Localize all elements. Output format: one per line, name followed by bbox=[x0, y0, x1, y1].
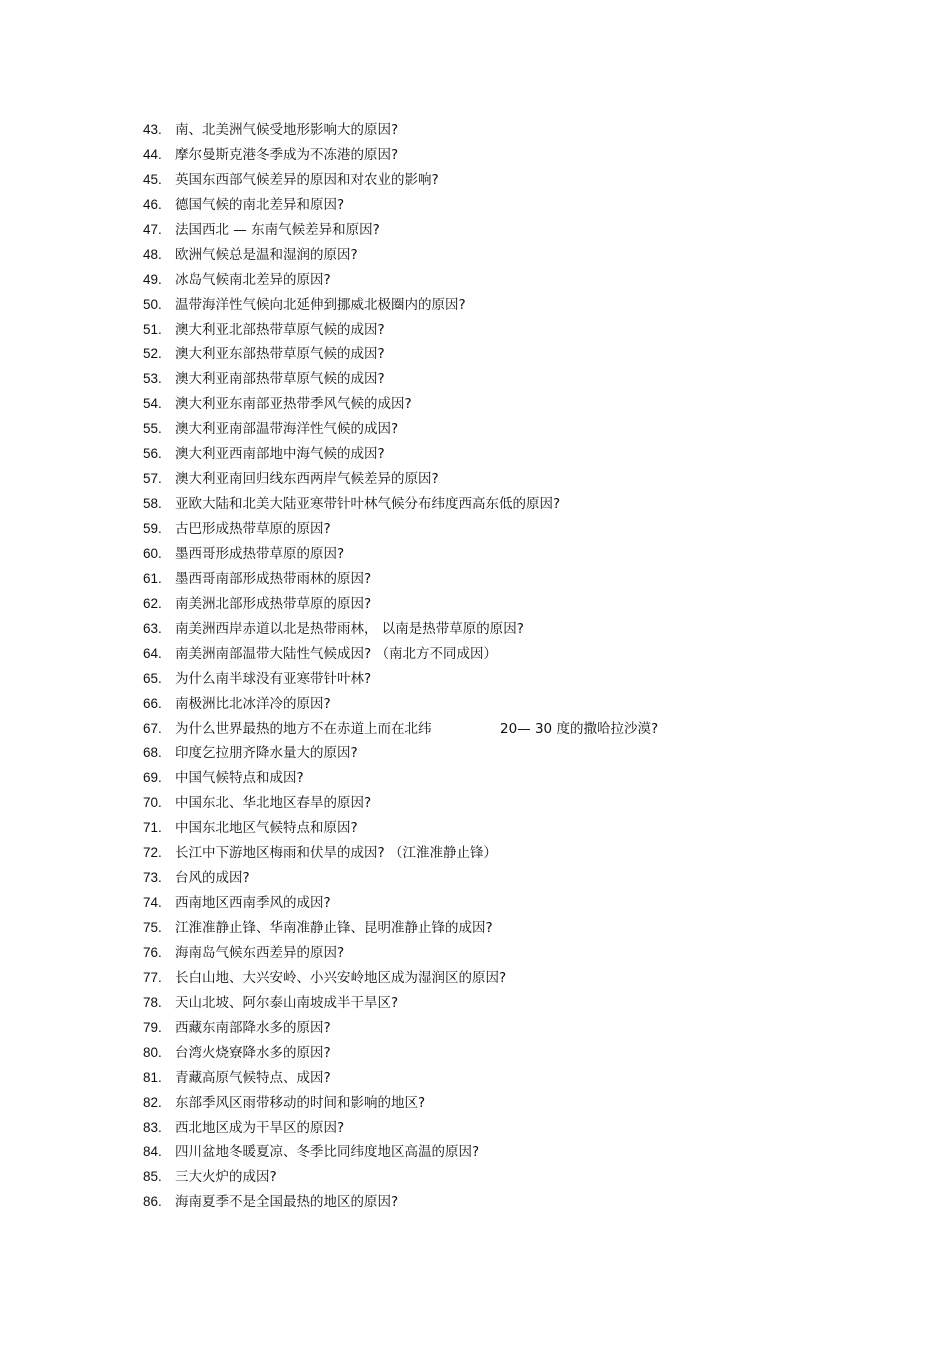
question-number: 70. bbox=[143, 795, 162, 811]
question-text: 西北地区成为干旱区的原因? bbox=[175, 1119, 345, 1136]
question-text: 英国东西部气候差异的原因和对农业的影响? bbox=[175, 171, 439, 188]
question-text: 西南地区西南季风的成因? bbox=[175, 895, 331, 912]
question-number: 47. bbox=[143, 221, 162, 237]
question-text: 冰岛气候南北差异的原因? bbox=[175, 271, 331, 288]
question-number: 85. bbox=[143, 1169, 162, 1185]
question-number: 81. bbox=[143, 1069, 162, 1085]
question-number: 63. bbox=[143, 620, 162, 636]
question-text: 台风的成因? bbox=[175, 870, 250, 887]
question-text: 台湾火烧寮降水多的原因? bbox=[175, 1044, 331, 1061]
question-number: 53. bbox=[143, 371, 162, 387]
question-text: 中国东北、华北地区春旱的原因? bbox=[175, 795, 372, 812]
question-number: 78. bbox=[143, 994, 162, 1010]
question-number: 56. bbox=[143, 446, 162, 462]
question-number: 43. bbox=[143, 122, 162, 137]
question-number: 57. bbox=[143, 471, 162, 487]
question-number: 51. bbox=[143, 321, 162, 337]
question-number: 82. bbox=[143, 1094, 162, 1110]
question-number: 69. bbox=[143, 770, 162, 786]
question-text: 澳大利亚西南部地中海气候的成因? bbox=[175, 446, 385, 463]
question-number: 86. bbox=[143, 1194, 162, 1210]
question-text: 海南岛气候东西差异的原因? bbox=[175, 944, 345, 961]
question-number: 84. bbox=[143, 1144, 162, 1160]
question-number: 58. bbox=[143, 496, 162, 512]
question-number: 60. bbox=[143, 545, 162, 561]
question-number: 55. bbox=[143, 421, 162, 437]
question-text: 江淮准静止锋、华南准静止锋、昆明准静止锋的成因? bbox=[175, 920, 493, 936]
question-text: 海南夏季不是全国最热的地区的原因? bbox=[175, 1194, 399, 1211]
question-text: 中国气候特点和成因? bbox=[175, 770, 304, 787]
question-number: 64. bbox=[143, 645, 162, 661]
question-text: 南极洲比北冰洋冷的原因? bbox=[175, 695, 331, 712]
question-number: 68. bbox=[143, 745, 162, 761]
question-text: 四川盆地冬暖夏凉、冬季比同纬度地区高温的原因? bbox=[175, 1144, 480, 1161]
question-text: 墨西哥南部形成热带雨林的原因? bbox=[175, 570, 372, 587]
question-text: 南美洲南部温带大陆性气候成因? （南北方不同成因） bbox=[175, 645, 497, 662]
question-text: 南美洲西岸赤道以北是热带雨林， 以南是热带草原的原因? bbox=[175, 620, 524, 637]
question-number: 66. bbox=[143, 695, 162, 711]
question-text: 长白山地、大兴安岭、小兴安岭地区成为湿润区的原因? bbox=[175, 969, 507, 986]
question-text: 为什么世界最热的地方不在赤道上而在北纬 bbox=[175, 720, 432, 737]
question-text: 澳大利亚东南部亚热带季风气候的成因? bbox=[175, 396, 412, 413]
question-number: 65. bbox=[143, 670, 162, 686]
question-text: 南美洲北部形成热带草原的原因? bbox=[175, 595, 372, 612]
question-text: 欧洲气候总是温和湿润的原因? bbox=[175, 246, 358, 263]
question-number: 61. bbox=[143, 570, 162, 586]
question-number: 76. bbox=[143, 944, 162, 960]
question-number: 48. bbox=[143, 246, 162, 262]
question-number: 45. bbox=[143, 171, 162, 187]
question-text: 摩尔曼斯克港冬季成为不冻港的原因? bbox=[175, 146, 399, 163]
question-number: 59. bbox=[143, 521, 162, 536]
question-text: 亚欧大陆和北美大陆亚寒带针叶林气候分布纬度西高东低的原因? bbox=[175, 496, 561, 513]
question-number: 54. bbox=[143, 396, 162, 412]
question-text: 澳大利亚南部温带海洋性气候的成因? bbox=[175, 421, 399, 438]
question-text: 澳大利亚南部热带草原气候的成因? bbox=[175, 371, 385, 388]
question-text: 天山北坡、阿尔泰山南坡成半干旱区? bbox=[175, 994, 399, 1011]
question-text: 澳大利亚南回归线东西两岸气候差异的原因? bbox=[175, 471, 439, 488]
question-text: 东部季风区雨带移动的时间和影响的地区? bbox=[175, 1094, 426, 1111]
question-number: 77. bbox=[143, 969, 162, 985]
question-text: 古巴形成热带草原的原因? bbox=[175, 521, 331, 537]
question-number: 62. bbox=[143, 595, 162, 611]
question-number: 75. bbox=[143, 920, 162, 935]
question-number: 44. bbox=[143, 146, 162, 162]
question-number: 67. bbox=[143, 720, 162, 736]
question-text: 温带海洋性气候向北延伸到挪威北极圈内的原因? bbox=[175, 296, 466, 313]
question-text: 南、北美洲气候受地形影响大的原因? bbox=[175, 122, 399, 138]
question-text: 澳大利亚北部热带草原气候的成因? bbox=[175, 321, 385, 338]
question-number: 80. bbox=[143, 1044, 162, 1060]
question-number: 46. bbox=[143, 196, 162, 212]
question-text: 中国东北地区气候特点和原因? bbox=[175, 820, 358, 837]
question-number: 73. bbox=[143, 870, 162, 886]
question-text: 印度乞拉朋齐降水量大的原因? bbox=[175, 745, 358, 762]
question-number: 83. bbox=[143, 1119, 162, 1135]
question-number: 52. bbox=[143, 346, 162, 362]
question-text: 长江中下游地区梅雨和伏旱的成因? （江淮准静止锋） bbox=[175, 845, 497, 862]
question-number: 74. bbox=[143, 895, 162, 911]
question-text-continued: 20— 30 度的撒哈拉沙漠? bbox=[500, 720, 659, 737]
question-text: 澳大利亚东部热带草原气候的成因? bbox=[175, 346, 385, 363]
question-number: 79. bbox=[143, 1019, 162, 1035]
question-text: 墨西哥形成热带草原的原因? bbox=[175, 545, 345, 562]
question-number: 71. bbox=[143, 820, 162, 836]
question-text: 德国气候的南北差异和原因? bbox=[175, 196, 345, 213]
question-number: 72. bbox=[143, 845, 162, 861]
question-text: 西藏东南部降水多的原因? bbox=[175, 1019, 331, 1036]
question-number: 49. bbox=[143, 271, 162, 287]
question-text: 三大火炉的成因? bbox=[175, 1169, 277, 1186]
question-text: 法国西北 — 东南气候差异和原因? bbox=[175, 221, 380, 238]
question-text: 青藏高原气候特点、成因? bbox=[175, 1069, 331, 1086]
question-text: 为什么南半球没有亚寒带针叶林? bbox=[175, 670, 372, 687]
question-number: 50. bbox=[143, 296, 162, 312]
